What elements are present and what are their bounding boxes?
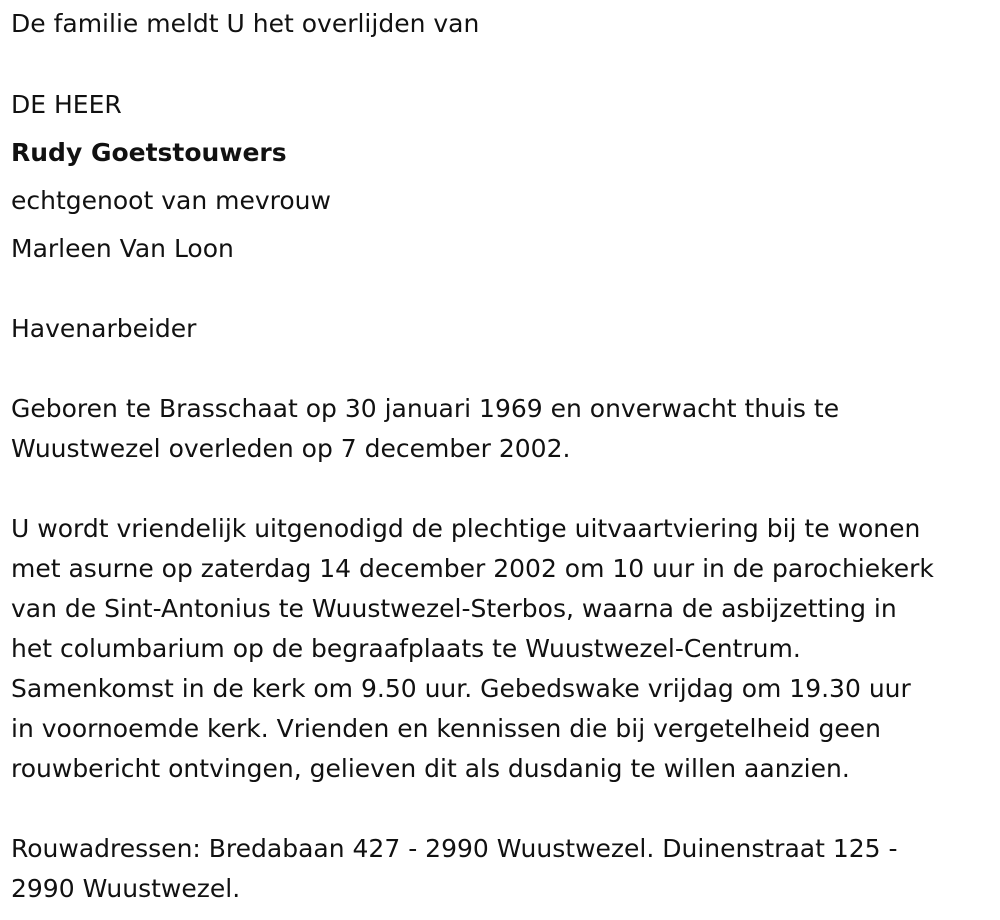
ceremony-line: met asurne op zaterdag 14 december 2002 om 10 uur in de parochiekerk	[11, 554, 934, 583]
addresses-line: Rouwadressen: Bredabaan 427 - 2990 Wuustwezel. Duinenstraat 125 -	[11, 834, 898, 863]
ceremony-line: in voornoemde kerk. Vrienden en kennissen die bij vergetelheid geen	[11, 714, 881, 743]
ceremony-line: U wordt vriendelijk uitgenodigd de plechtige uitvaartviering bij te wonen	[11, 514, 921, 543]
spouse-name: Marleen Van Loon	[11, 234, 234, 263]
ceremony-line: Samenkomst in de kerk om 9.50 uur. Gebedswake vrijdag om 19.30 uur	[11, 674, 911, 703]
ceremony-line: rouwbericht ontvingen, gelieven dit als dusdanig te willen aanzien.	[11, 754, 850, 783]
birth-death-line: Geboren te Brasschaat op 30 januari 1969 en onverwacht thuis te	[11, 394, 840, 423]
addresses-line: 2990 Wuustwezel.	[11, 874, 241, 903]
ceremony-line: het columbarium op de begraafplaats te Wuustwezel-Centrum.	[11, 634, 801, 663]
ceremony-line: van de Sint-Antonius te Wuustwezel-Sterbos, waarna de asbijzetting in	[11, 594, 897, 623]
intro-text: De familie meldt U het overlijden van	[11, 9, 480, 38]
spouse-prefix: echtgenoot van mevrouw	[11, 186, 331, 215]
title-text: DE HEER	[11, 90, 122, 119]
deceased-name: Rudy Goetstouwers	[11, 138, 287, 167]
birth-death-line: Wuustwezel overleden op 7 december 2002.	[11, 434, 571, 463]
occupation: Havenarbeider	[11, 314, 197, 343]
